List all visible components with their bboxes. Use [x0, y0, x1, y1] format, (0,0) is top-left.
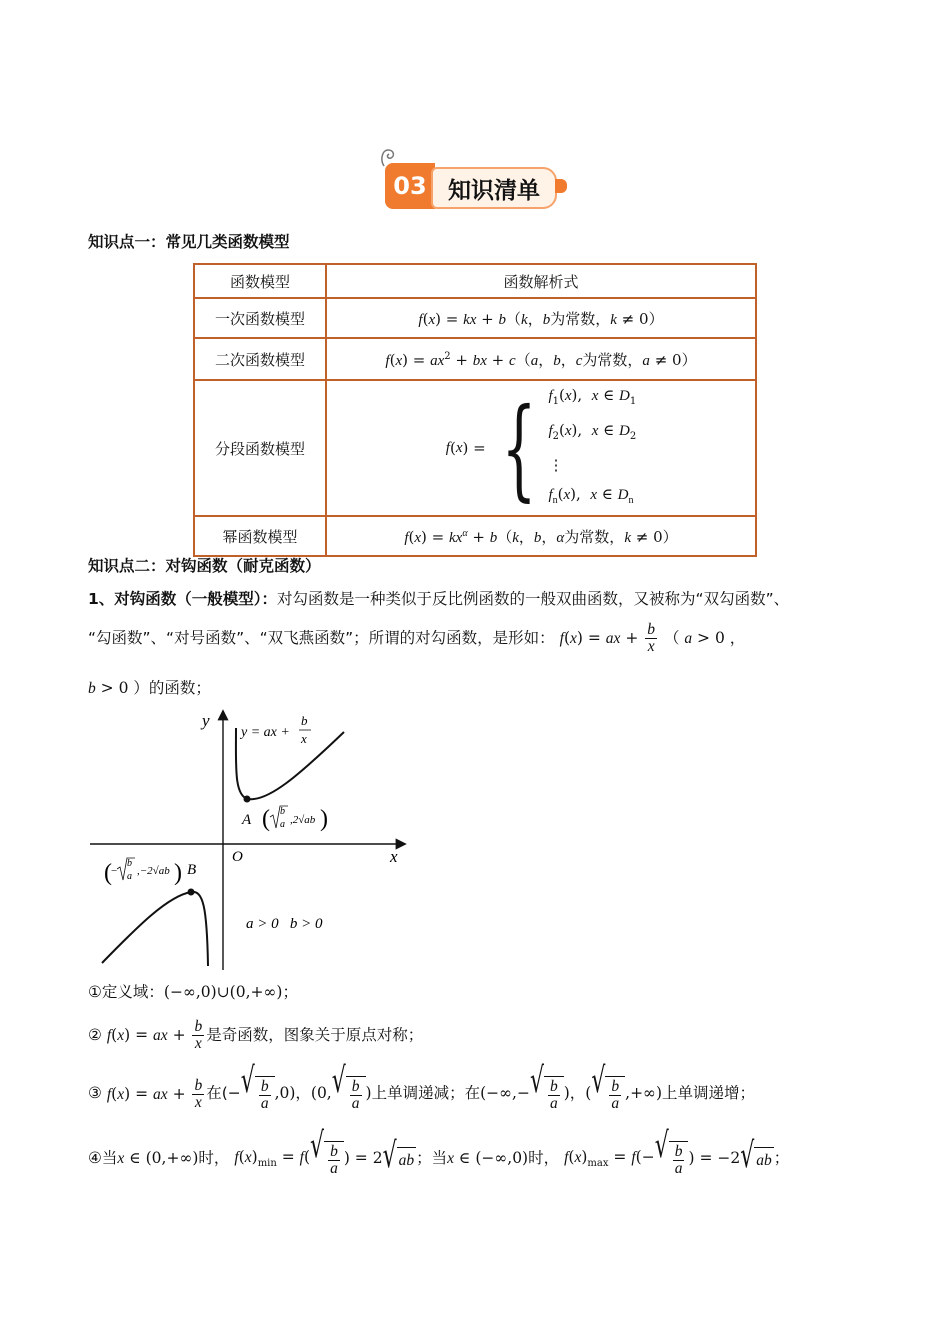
table-header-formula: 函数解析式 [326, 264, 756, 298]
property-3-increasing: 上单调递增； [662, 1084, 756, 1103]
point-a-rest: ,2√ab [290, 814, 316, 826]
paragraph-2-text: “勾函数”、“对号函数”、“双飞燕函数”；所谓的对勾函数，是形如： [88, 628, 555, 647]
hook-function-formula: f(x) = ax + $\frac{b}{x}$ [559, 621, 656, 656]
row-quadratic-formula: $f(x) = ax^2$ + bx + c（a，b，c为常数，a ≠ 0） [326, 338, 756, 380]
paragraph-1 [88, 589, 888, 611]
property-2-text: 是奇函数，图象关于原点对称； [206, 1025, 424, 1044]
point-a-coords: ( [262, 806, 270, 832]
point-b-label: B [187, 862, 197, 878]
row-piecewise-model: 分段函数模型 [194, 380, 326, 516]
point-b-close: ) [174, 860, 182, 886]
property-3-prefix: ③ [88, 1084, 102, 1103]
condition-label: a > 0 b > 0 [246, 916, 323, 932]
function-model-table [193, 263, 757, 557]
origin-label: O [232, 849, 243, 865]
point-a-b: b [280, 806, 285, 817]
banner-title: 知识清单 [431, 167, 557, 209]
property-4: ④当 x ∈ (0,+∞) 时， $f(x)_{min} = f$( √ $\frac{b}{a}$ ) = 2 √ ab ；当 x ∈ (−∞,0) 时， $f(x)_{max} = f(-$ √ $\frac{b}{a}$ ) = −2 √ ab ； [88, 1126, 790, 1178]
row-power-formula: $f(x) = kx^\alpha + b(k$，b，α为常数，k ≠ 0） [326, 516, 756, 556]
section2-heading: 知识点二：对钩函数（耐克函数） [88, 557, 321, 575]
point-b [188, 889, 195, 896]
curve-label-b: b [301, 713, 308, 728]
property-2: ② f(x) = ax + $\frac{b}{x}$ 是奇函数，图象关于原点对称； [88, 1018, 424, 1053]
point-b-coords: ( [104, 860, 112, 886]
point-a [244, 796, 251, 803]
property-3-decreasing: 上单调递减；在 [371, 1084, 481, 1103]
property-2-prefix: ② [88, 1025, 102, 1044]
row-linear-formula: f(x) = kx + b（k，b为常数，k ≠ 0） [326, 298, 756, 338]
table-header-model: 函数模型 [194, 264, 326, 298]
curve-label: y = ax + [241, 725, 290, 740]
paragraph-2: “勾函数”、“对号函数”、“双飞燕函数”；所谓的对勾函数，是形如： f(x) = ax + $\frac{b}{x}$ （ a > 0 ， [88, 621, 746, 656]
left-branch-curve [102, 892, 208, 966]
property-4-when1: 时， [198, 1149, 230, 1168]
row-piecewise-formula: f ( x ) = { $f_1(x)$, x ∈ $D_1$ $f_2(x)$, x ∈ $D_2$ ⋮ $f_n(x)$, x ∈ $D_n$ [326, 380, 756, 516]
section1-heading: 知识点一：常见几类函数模型 [88, 233, 290, 251]
banner-tab [555, 179, 567, 193]
property-1-math: (−∞,0)∪(0,+∞)； [163, 983, 298, 1001]
paragraph-3: b > 0 ）的函数； [88, 679, 211, 697]
property-4-mid: ；当 [416, 1149, 448, 1168]
property-3: ③ f(x) = ax + $\frac{b}{x}$ 在(− √ $\frac{b}{a}$ ,0)，(0, √ $\frac{b}{a}$ ) 上单调递减；在 (−∞,− √ $\frac{b}{a}$ )，( √ $\frac{b}{a}$ ,+∞) 上单调递增； [88, 1061, 756, 1113]
row-quadratic-model: 二次函数模型 [194, 338, 326, 380]
point-b-rest: ,−2√ab [137, 865, 170, 877]
point-b-a: a [127, 871, 132, 882]
point-a-a: a [280, 819, 285, 830]
point-b-minus: − [111, 865, 118, 877]
point-b-b: b [127, 858, 132, 869]
property-4-when2: 时， [528, 1149, 560, 1168]
y-axis-label: y [202, 711, 210, 730]
property-1 [88, 982, 298, 1004]
point-a-close: ) [320, 806, 328, 832]
paragraph-3-text: 的函数； [148, 679, 211, 697]
property-1-prefix: ①定义域： [88, 983, 164, 1001]
point-a-label: A [242, 812, 252, 828]
row-linear-model: 一次函数模型 [194, 298, 326, 338]
x-axis-label: x [390, 847, 398, 866]
point-b-sqrt [117, 858, 135, 880]
hook-function-graph [88, 706, 410, 972]
paragraph-1-lead: 1、对钩函数（一般模型）： [88, 590, 278, 608]
section-banner [385, 163, 567, 209]
banner-number: 03 [385, 163, 435, 209]
paragraph-1-text: 对勾函数是一种类似于反比例函数的一般双曲函数，又被称为“双勾函数”、 [277, 590, 790, 608]
row-power-model: 幂函数模型 [194, 516, 326, 556]
property-4-prefix: ④当 [88, 1149, 118, 1168]
point-a-sqrt [270, 806, 288, 828]
curve-label-x: x [301, 731, 307, 746]
